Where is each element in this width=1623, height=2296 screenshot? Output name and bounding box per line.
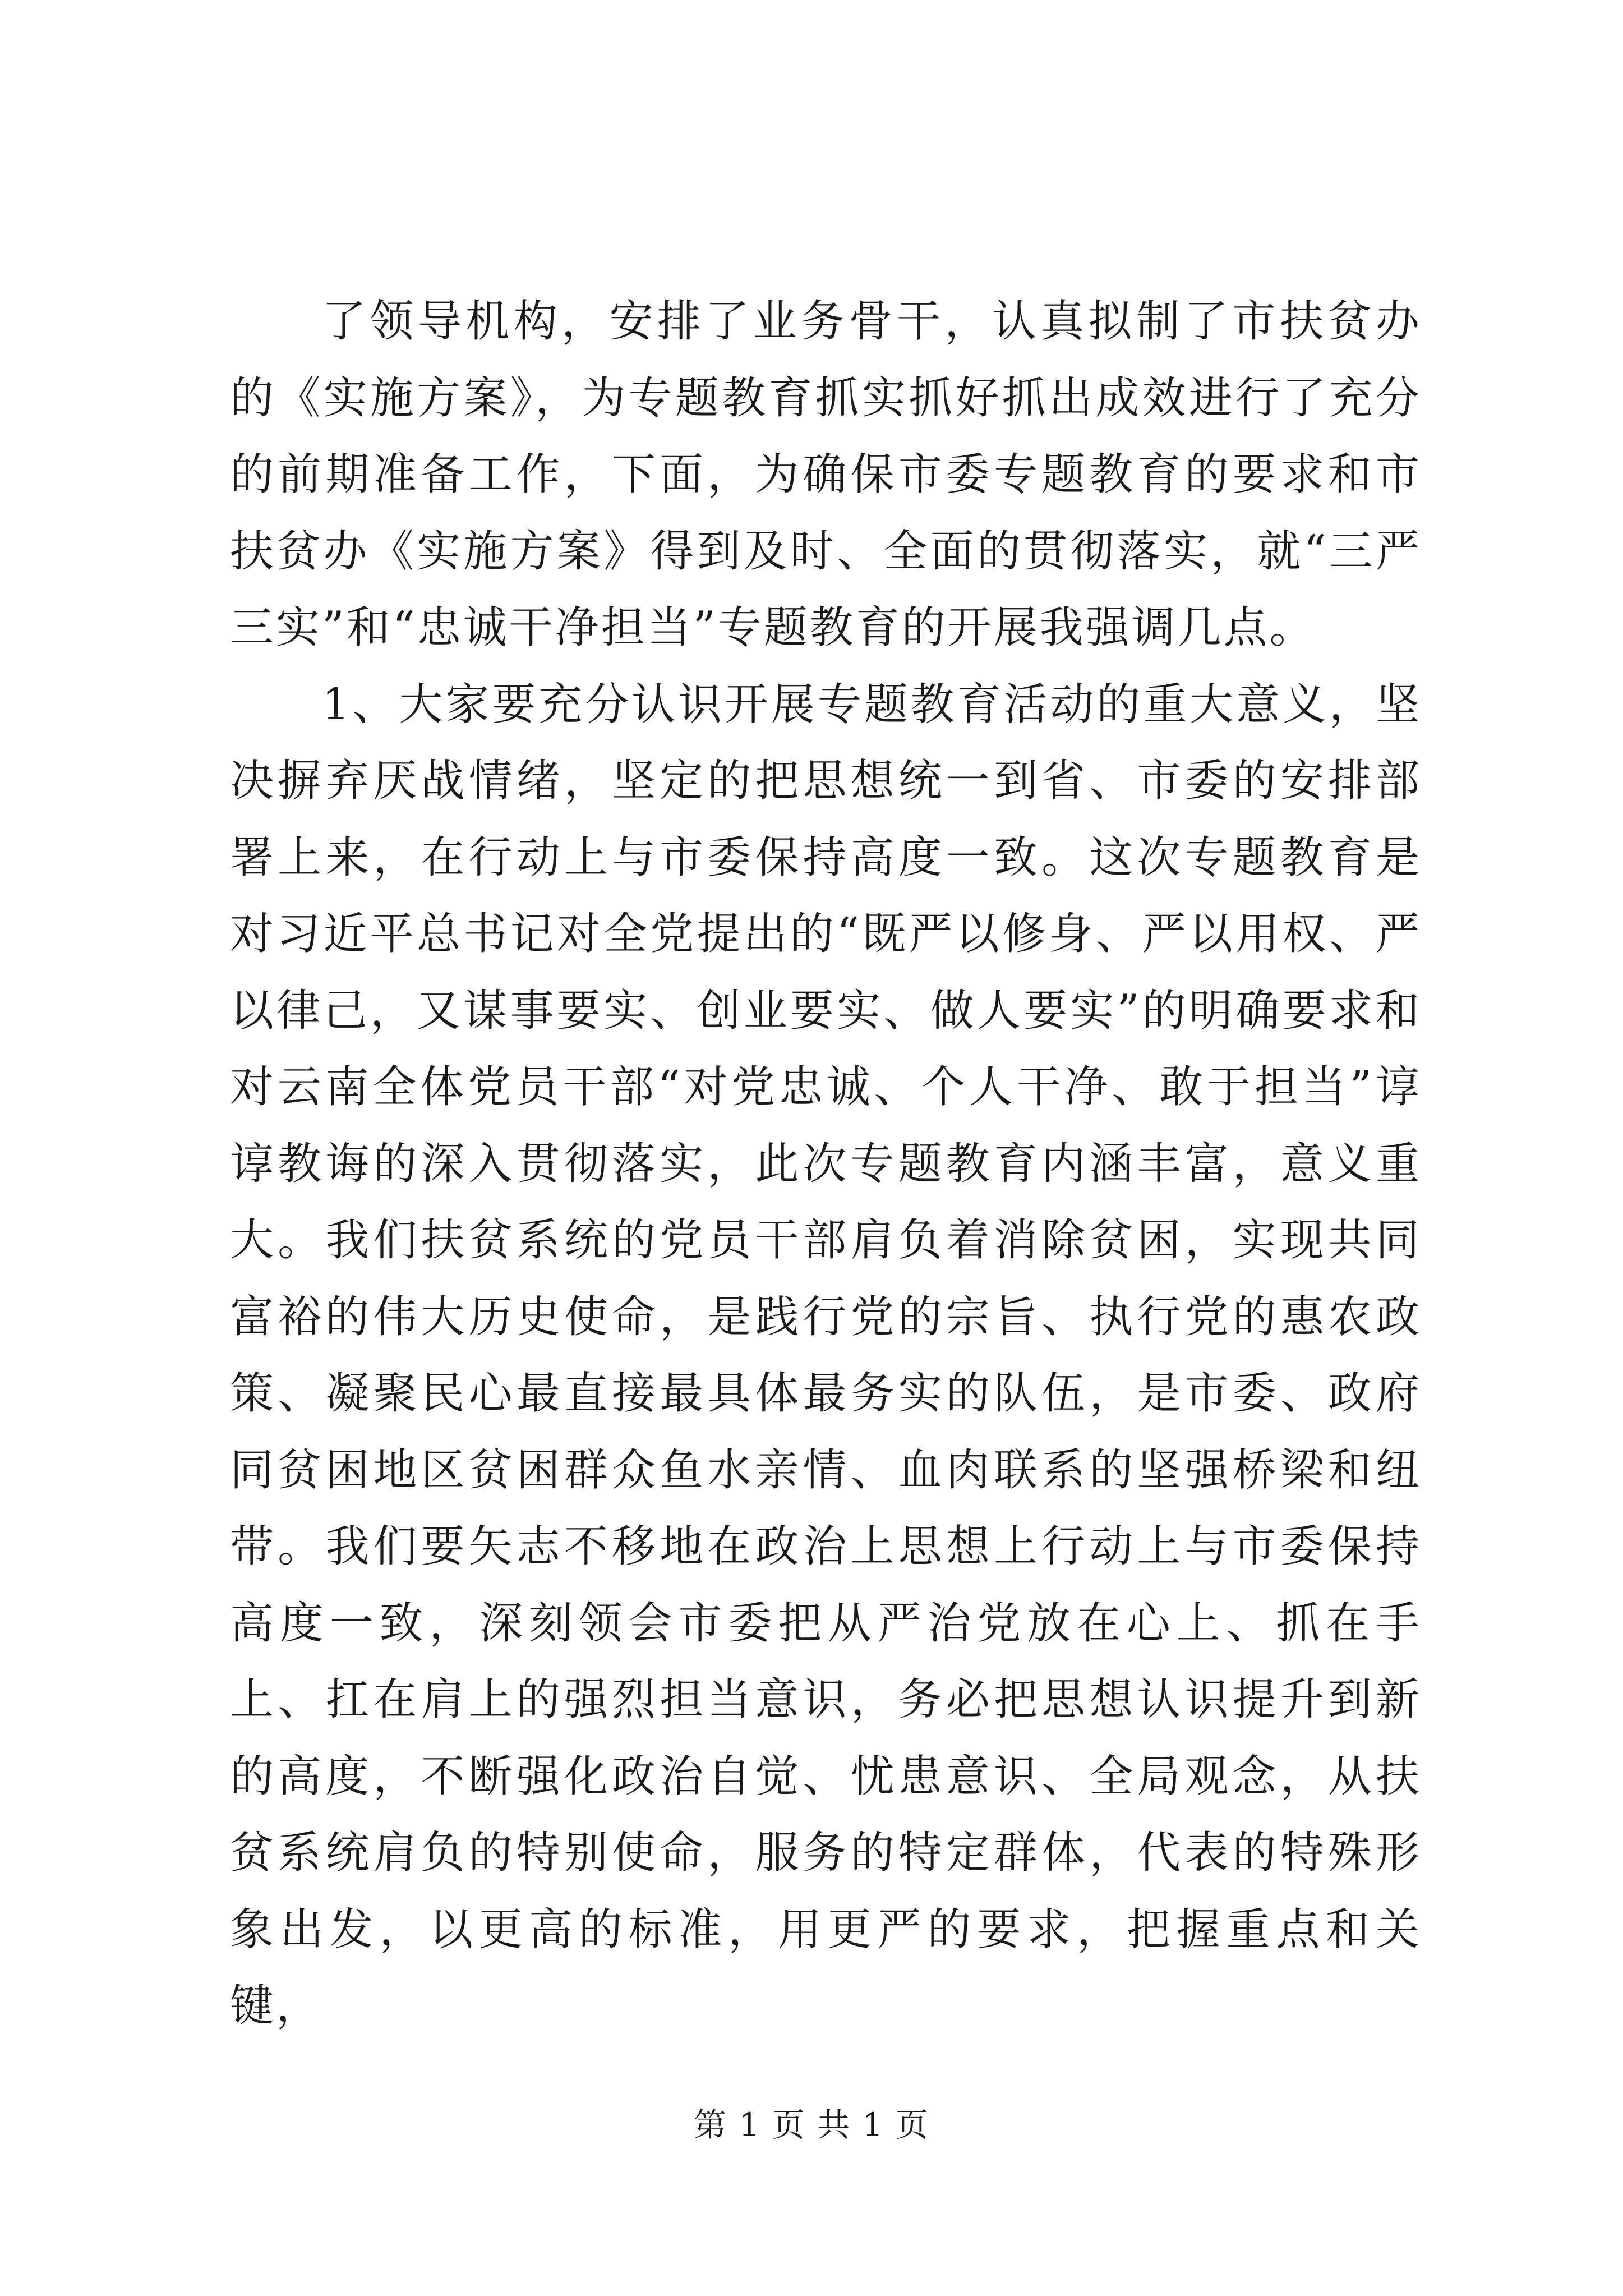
paragraph-intro: 了领导机构，安排了业务骨干，认真拟制了市扶贫办的《实施方案》，为专题教育抓实抓好抓出成效进行了充分的前期准备工作，下面，为确保市委专题教育的要求和市扶贫办《实施方案》得到及时、全面的贯彻落实，就“三严三实”和“忠诚干净担当”专题教育的开展我强调几点。 [230,296,1422,653]
document-body [230,283,1422,2045]
paragraph-point-1: 1、大家要充分认识开展专题教育活动的重大意义，坚决摒弃厌战情绪，坚定的把思想统一到省、市委的安排部署上来，在行动上与市委保持高度一致。这次专题教育是对习近平总书记对全党提出的“既严以修身、严以用权、严以律己，又谋事要实、创业要实、做人要实”的明确要求和对云南全体党员干部“对党忠诚、个人干净、敢于担当”谆谆教诲的深入贯彻落实，此次专题教育内涵丰富，意义重大。我们扶贫系统的党员干部肩负着消除贫困，实现共同富裕的伟大历史使命，是践行党的宗旨、执行党的惠农政策、凝聚民心最直接最具体最务实的队伍，是市委、政府同贫困地区贫困群众鱼水亲情、血肉联系的坚强桥梁和纽带。我们要矢志不移地在政治上思想上行动上与市委保持高度一致，深刻领会市委把从严治党放在心上、抓在手上、扛在肩上的强烈担当意识，务必把思想认识提升到新的高度，不断强化政治自觉、忧患意识、全局观念，从扶贫系统肩负的特别使命，服务的特定群体，代表的特殊形象出发，以更高的标准，用更严的要求，把握重点和关键， [230,679,1422,2031]
page-footer: 第 1 页 共 1 页 [694,2106,929,2144]
